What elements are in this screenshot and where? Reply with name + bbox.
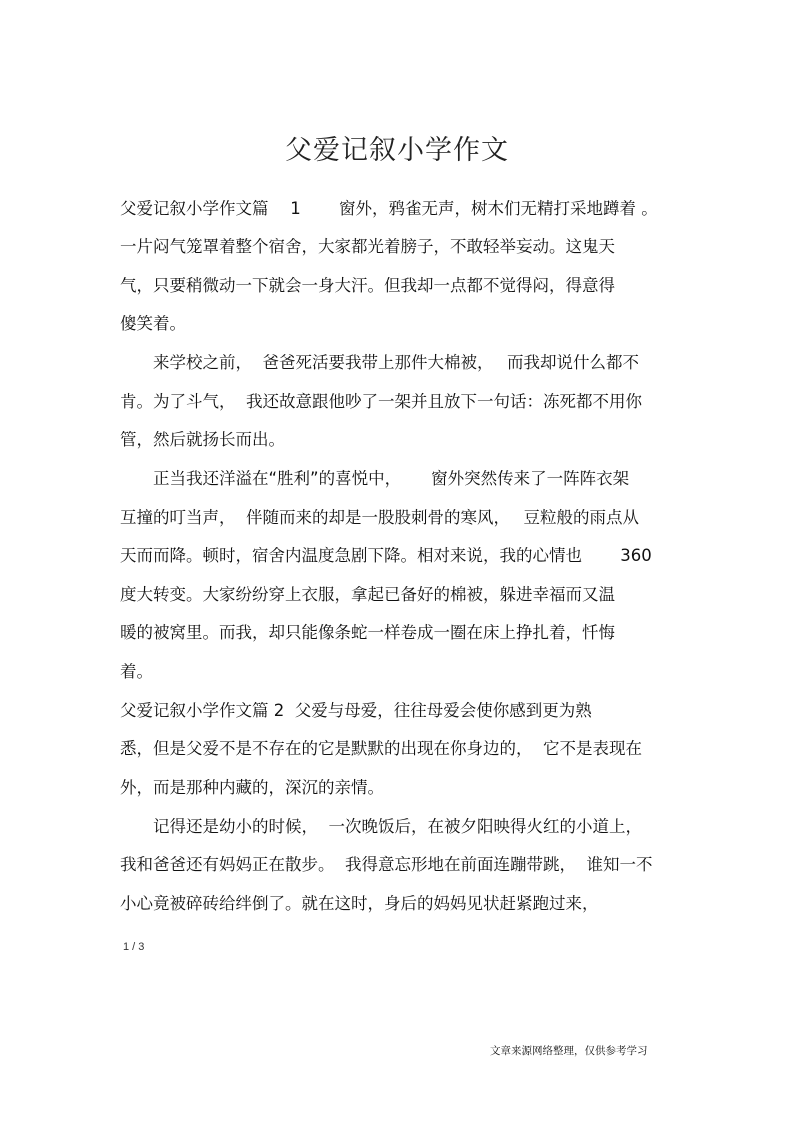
text-line: 记得还是幼小的时候， 一次晚饭后，在被夕阳映得火红的小道上， [120,817,642,836]
text-line: 我和爸爸还有妈妈正在散步。 我得意忘形地在前面连蹦带跳， 谁知一不 [120,855,653,874]
text-line: 天而而降。顿时，宿舍内温度急剧下降。相对来说，我的心情也 360 [120,546,652,565]
text-line: 外，而是那种内藏的，深沉的亲情。 [120,778,384,797]
text-line: 肯。为了斗气， 我还故意跟他吵了一架并且放下一句话：冻死都不用你 [120,392,642,411]
text-line: 父爱记叙小学作文篇 2 父爱与母爱，往往母爱会使你感到更为熟 [120,701,592,720]
text-line: 互撞的叮当声， 伴随而来的却是一股股刺骨的寒风， 豆粒般的雨点从 [120,508,639,527]
text-line: 小心竟被碎砖给绊倒了。就在这时，身后的妈妈见状赶紧跑过来， [120,894,599,913]
text-line: 暖的被窝里。而我，却只能像条蛇一样卷成一圈在床上挣扎着，忏悔 [120,623,615,642]
text-line: 管，然后就扬长而出。 [120,430,285,449]
text-line: 悉，但是父爱不是不存在的它是默默的出现在你身边的， 它不是表现在 [120,739,642,758]
text-line: 度大转变。大家纷纷穿上衣服，拿起已备好的棉被，躲进幸福而又温 [120,585,615,604]
text-line: 正当我还洋溢在“胜利”的喜悦中， 窗外突然传来了一阵阵衣架 [120,469,630,488]
page-number: 1 / 3 [123,941,145,953]
text-line: 气，只要稍微动一下就会一身大汗。但我却一点都不觉得闷，得意得 [120,276,615,295]
document-title: 父爱记叙小学作文 [285,135,509,166]
text-line: 父爱记叙小学作文篇 1 窗外，鸦雀无声，树木们无精打采地蹲着 。 [120,199,658,218]
footer-note: 文章来源网络整理，仅供参考学习 [490,1045,648,1057]
text-line: 一片闷气笼罩着整个宿舍，大家都光着膀子，不敢轻举妄动。这鬼天 [120,237,615,256]
text-line: 傻笑着。 [120,314,186,333]
text-line: 来学校之前， 爸爸死活要我带上那件大棉被， 而我却说什么都不 [120,353,639,372]
text-line: 着。 [120,662,153,681]
